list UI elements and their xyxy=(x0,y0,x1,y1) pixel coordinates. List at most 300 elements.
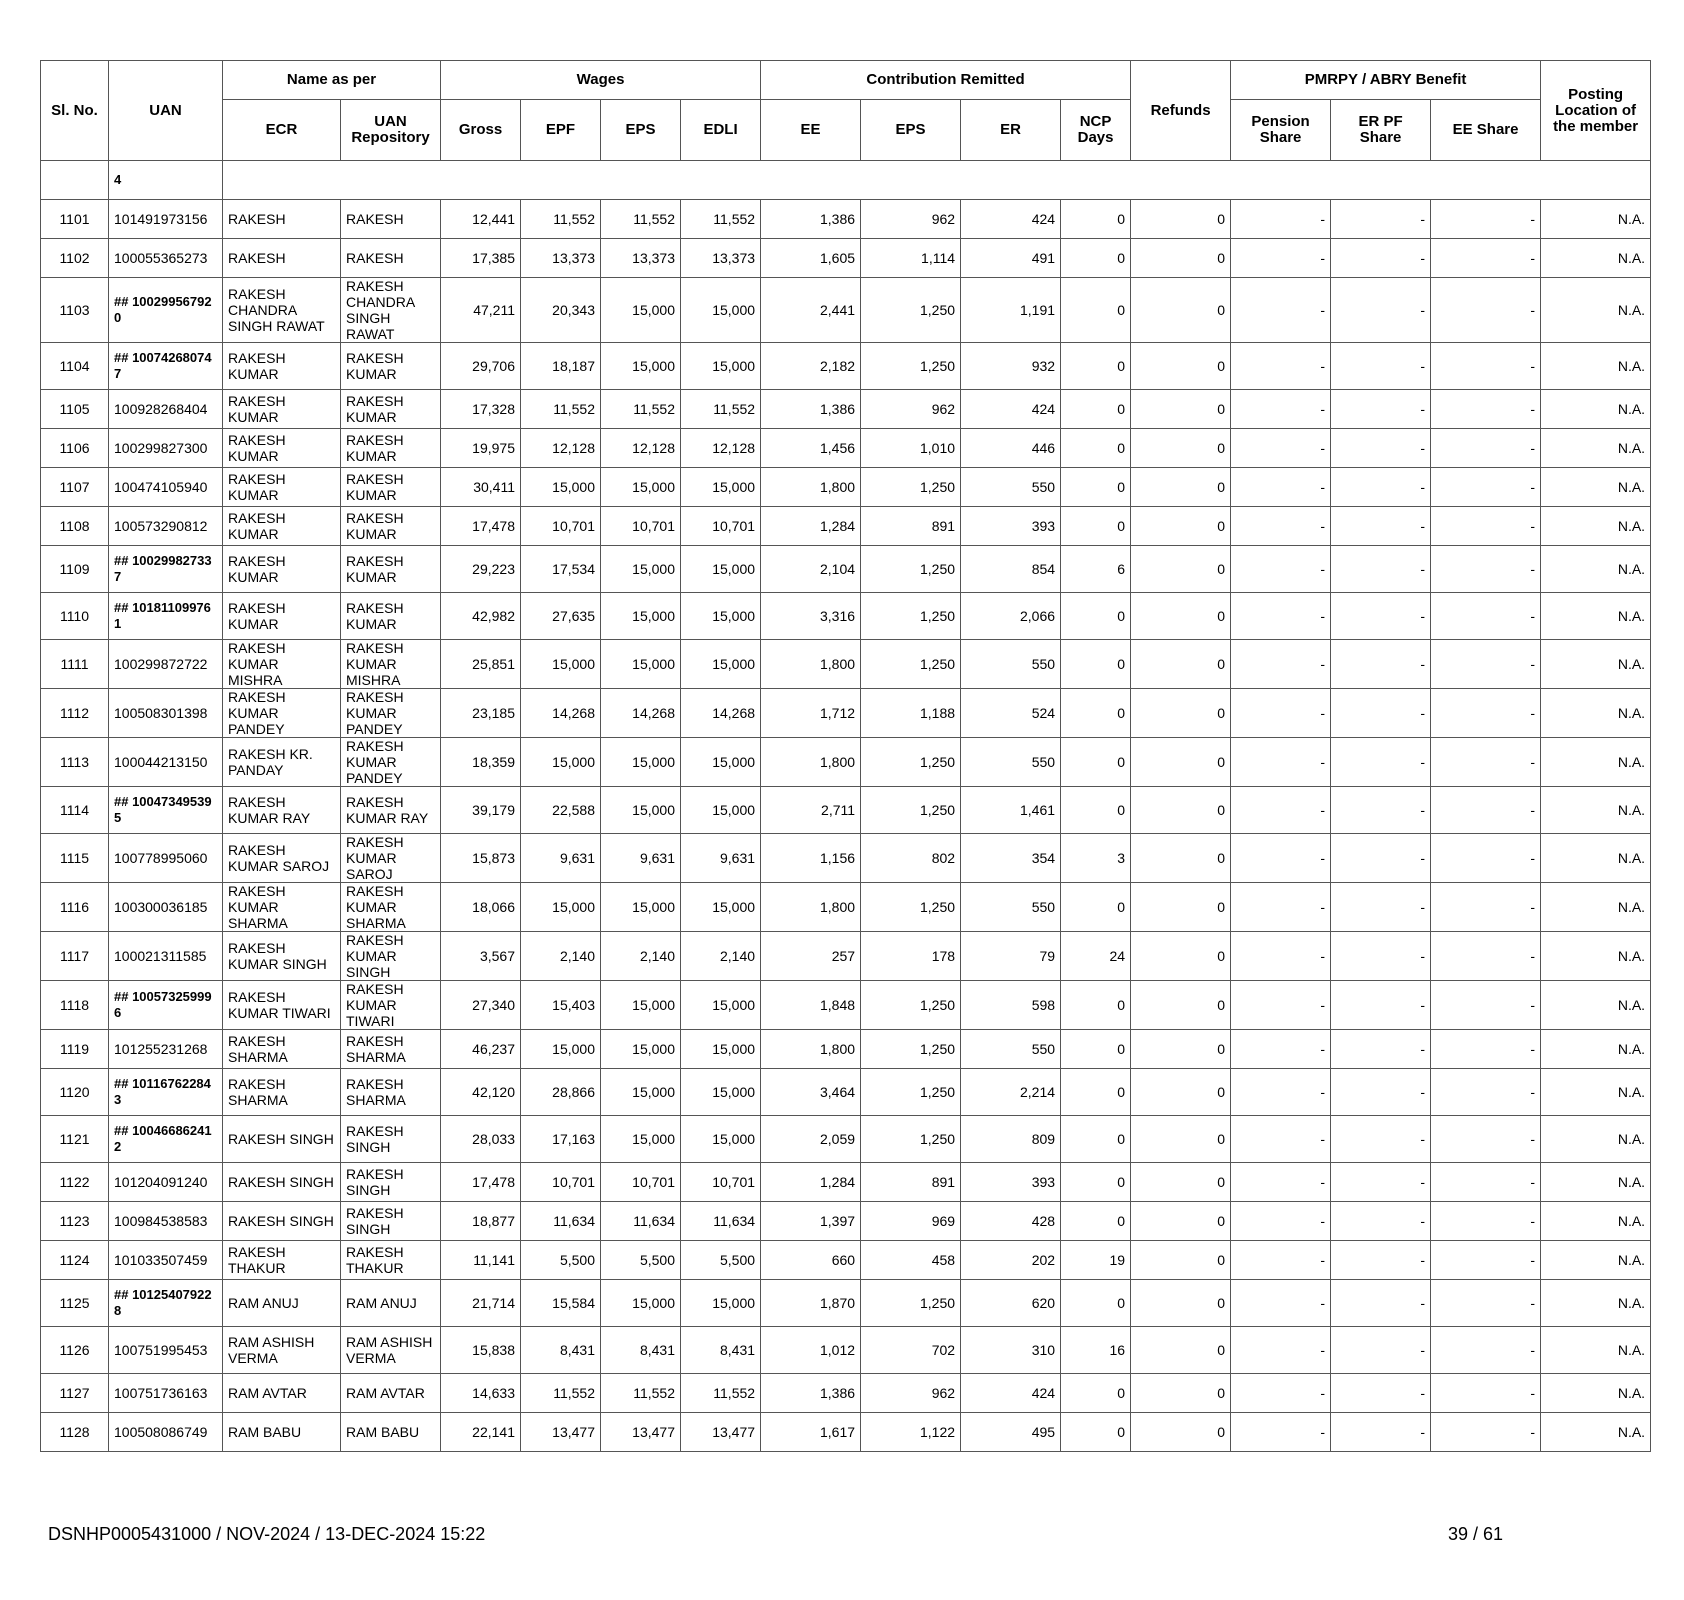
cell-posting-location: N.A. xyxy=(1541,468,1651,507)
table-row xyxy=(41,429,1651,468)
cell-posting-location: N.A. xyxy=(1541,1163,1651,1202)
cell-name-ecr: RAKESH SINGH xyxy=(223,1163,341,1202)
cell-refunds: 0 xyxy=(1131,1202,1231,1241)
cell-name-uan-repository: RAKESH KUMAR xyxy=(341,593,441,640)
cell-name-uan-repository: RAKESH KUMAR SAROJ xyxy=(341,834,441,883)
cell-sl-no: 1105 xyxy=(41,390,109,429)
cell-er-pf-share: - xyxy=(1331,1202,1431,1241)
table-row xyxy=(41,787,1651,834)
table-row xyxy=(41,834,1651,883)
cell-er: 550 xyxy=(961,738,1061,787)
cell-ncp-days: 0 xyxy=(1061,1116,1131,1163)
cell-er: 428 xyxy=(961,1202,1061,1241)
cell-name-ecr: RAM BABU xyxy=(223,1413,341,1452)
cell-ee-share: - xyxy=(1431,1069,1541,1116)
cell-ee-share: - xyxy=(1431,546,1541,593)
cell-gross: 23,185 xyxy=(441,689,521,738)
cell-pension-share: - xyxy=(1231,546,1331,593)
cell-edli: 15,000 xyxy=(681,343,761,390)
cell-gross: 21,714 xyxy=(441,1280,521,1327)
cell-refunds: 0 xyxy=(1131,200,1231,239)
cell-eps: 10,701 xyxy=(601,1163,681,1202)
cell-uan: 101255231268 xyxy=(109,1030,223,1069)
cell-er-pf-share: - xyxy=(1331,468,1431,507)
cell-sl-no: 1114 xyxy=(41,787,109,834)
cell-er: 491 xyxy=(961,239,1061,278)
cell-er-pf-share: - xyxy=(1331,390,1431,429)
cell-name-uan-repository: RAKESH SINGH xyxy=(341,1202,441,1241)
cell-gross: 42,120 xyxy=(441,1069,521,1116)
cell-edli: 11,552 xyxy=(681,1374,761,1413)
cell-refunds: 0 xyxy=(1131,1327,1231,1374)
cell-eps: 15,000 xyxy=(601,343,681,390)
cell-uan: ## 10125407922 8 xyxy=(109,1280,223,1327)
cell-er: 393 xyxy=(961,507,1061,546)
cell-ee: 1,848 xyxy=(761,981,861,1030)
cell-contrib-eps: 962 xyxy=(861,390,961,429)
cell-contrib-eps: 1,250 xyxy=(861,1116,961,1163)
cell-ee: 1,012 xyxy=(761,1327,861,1374)
cell-edli: 11,552 xyxy=(681,200,761,239)
cell-er-pf-share: - xyxy=(1331,546,1431,593)
cell-ncp-days: 0 xyxy=(1061,640,1131,689)
cell-er: 424 xyxy=(961,390,1061,429)
cell-eps: 11,552 xyxy=(601,1374,681,1413)
col-uan: UAN xyxy=(109,61,223,161)
cell-eps: 15,000 xyxy=(601,1030,681,1069)
cell-ncp-days: 0 xyxy=(1061,278,1131,343)
cell-eps: 15,000 xyxy=(601,546,681,593)
cell-edli: 10,701 xyxy=(681,1163,761,1202)
table-row xyxy=(41,343,1651,390)
cell-sl-no: 1112 xyxy=(41,689,109,738)
cell-name-uan-repository: RAKESH KUMAR xyxy=(341,429,441,468)
cell-ee-share: - xyxy=(1431,468,1541,507)
cell-uan: 100508301398 xyxy=(109,689,223,738)
cell-name-ecr: RAKESH KUMAR xyxy=(223,546,341,593)
col-contrib-eps: EPS xyxy=(861,100,961,161)
cell-name-uan-repository: RAM ASHISH VERMA xyxy=(341,1327,441,1374)
cell-eps: 15,000 xyxy=(601,981,681,1030)
cell-epf: 13,373 xyxy=(521,239,601,278)
table-row xyxy=(41,738,1651,787)
cell-name-ecr: RAKESH KUMAR RAY xyxy=(223,787,341,834)
cell-refunds: 0 xyxy=(1131,689,1231,738)
cell-sl-no: 1126 xyxy=(41,1327,109,1374)
cell-edli: 13,373 xyxy=(681,239,761,278)
cell-edli: 15,000 xyxy=(681,1280,761,1327)
cell-ee: 1,800 xyxy=(761,738,861,787)
cell-er: 1,191 xyxy=(961,278,1061,343)
cell-pension-share: - xyxy=(1231,1413,1331,1452)
cell-pension-share: - xyxy=(1231,1280,1331,1327)
cell-name-ecr: RAKESH SINGH xyxy=(223,1116,341,1163)
cell-epf: 10,701 xyxy=(521,507,601,546)
col-ee-share: EE Share xyxy=(1431,100,1541,161)
col-er-pf-share: ER PF Share xyxy=(1331,100,1431,161)
table-header xyxy=(41,61,1651,161)
cell-contrib-eps: 1,250 xyxy=(861,343,961,390)
cell-ee-share: - xyxy=(1431,239,1541,278)
cell-er-pf-share: - xyxy=(1331,278,1431,343)
cell-uan: ## 10057325999 6 xyxy=(109,981,223,1030)
cell-posting-location: N.A. xyxy=(1541,390,1651,429)
col-uan-repository: UAN Repository xyxy=(341,100,441,161)
cell-er-pf-share: - xyxy=(1331,1163,1431,1202)
cell-pension-share: - xyxy=(1231,390,1331,429)
cell-ee: 1,605 xyxy=(761,239,861,278)
cell-epf: 11,552 xyxy=(521,200,601,239)
cell-epf: 20,343 xyxy=(521,278,601,343)
cell-epf: 10,701 xyxy=(521,1163,601,1202)
cell-epf: 27,635 xyxy=(521,593,601,640)
cell-ee-share: - xyxy=(1431,834,1541,883)
cell-gross: 46,237 xyxy=(441,1030,521,1069)
col-refunds: Refunds xyxy=(1131,61,1231,161)
cell-contrib-eps: 1,250 xyxy=(861,593,961,640)
cell-ncp-days: 0 xyxy=(1061,390,1131,429)
cell-sl-no: 1110 xyxy=(41,593,109,640)
cell-gross: 42,982 xyxy=(441,593,521,640)
cell-er-pf-share: - xyxy=(1331,200,1431,239)
col-ecr: ECR xyxy=(223,100,341,161)
cell-eps: 14,268 xyxy=(601,689,681,738)
cell-posting-location: N.A. xyxy=(1541,200,1651,239)
cell-epf: 15,000 xyxy=(521,640,601,689)
cell-epf: 28,866 xyxy=(521,1069,601,1116)
cell-gross: 17,478 xyxy=(441,1163,521,1202)
cell-ee: 1,156 xyxy=(761,834,861,883)
col-group-contribution: Contribution Remitted xyxy=(761,61,1131,100)
group-label: 4 xyxy=(109,161,223,200)
cell-pension-share: - xyxy=(1231,689,1331,738)
cell-posting-location: N.A. xyxy=(1541,640,1651,689)
cell-name-uan-repository: RAKESH SHARMA xyxy=(341,1069,441,1116)
cell-er: 2,214 xyxy=(961,1069,1061,1116)
cell-gross: 17,478 xyxy=(441,507,521,546)
cell-contrib-eps: 1,188 xyxy=(861,689,961,738)
table-row xyxy=(41,390,1651,429)
col-epf: EPF xyxy=(521,100,601,161)
cell-refunds: 0 xyxy=(1131,1163,1231,1202)
cell-ncp-days: 0 xyxy=(1061,1163,1131,1202)
cell-er: 854 xyxy=(961,546,1061,593)
cell-sl-no: 1103 xyxy=(41,278,109,343)
cell-name-uan-repository: RAKESH SINGH xyxy=(341,1163,441,1202)
cell-gross: 22,141 xyxy=(441,1413,521,1452)
table-row xyxy=(41,981,1651,1030)
cell-epf: 15,403 xyxy=(521,981,601,1030)
cell-edli: 8,431 xyxy=(681,1327,761,1374)
cell-er: 809 xyxy=(961,1116,1061,1163)
col-edli: EDLI xyxy=(681,100,761,161)
cell-refunds: 0 xyxy=(1131,507,1231,546)
cell-name-ecr: RAM ASHISH VERMA xyxy=(223,1327,341,1374)
cell-uan: 100474105940 xyxy=(109,468,223,507)
cell-eps: 15,000 xyxy=(601,640,681,689)
cell-ee: 1,800 xyxy=(761,1030,861,1069)
cell-epf: 17,534 xyxy=(521,546,601,593)
cell-uan: 100751995453 xyxy=(109,1327,223,1374)
cell-er-pf-share: - xyxy=(1331,1327,1431,1374)
col-group-name-as-per: Name as per xyxy=(223,61,441,100)
cell-pension-share: - xyxy=(1231,640,1331,689)
cell-er-pf-share: - xyxy=(1331,343,1431,390)
cell-contrib-eps: 1,250 xyxy=(861,640,961,689)
table-body xyxy=(41,161,1651,1452)
cell-posting-location: N.A. xyxy=(1541,883,1651,932)
cell-uan: 100778995060 xyxy=(109,834,223,883)
cell-uan: 101204091240 xyxy=(109,1163,223,1202)
cell-gross: 27,340 xyxy=(441,981,521,1030)
cell-pension-share: - xyxy=(1231,834,1331,883)
cell-name-uan-repository: RAKESH xyxy=(341,200,441,239)
table-row xyxy=(41,1069,1651,1116)
cell-refunds: 0 xyxy=(1131,593,1231,640)
cell-pension-share: - xyxy=(1231,787,1331,834)
cell-name-uan-repository: RAKESH xyxy=(341,239,441,278)
cell-pension-share: - xyxy=(1231,593,1331,640)
cell-refunds: 0 xyxy=(1131,1069,1231,1116)
cell-refunds: 0 xyxy=(1131,932,1231,981)
cell-name-ecr: RAKESH SINGH xyxy=(223,1202,341,1241)
cell-sl-no: 1111 xyxy=(41,640,109,689)
cell-name-uan-repository: RAM BABU xyxy=(341,1413,441,1452)
cell-ncp-days: 0 xyxy=(1061,239,1131,278)
cell-edli: 15,000 xyxy=(681,1069,761,1116)
cell-contrib-eps: 1,250 xyxy=(861,1280,961,1327)
cell-gross: 30,411 xyxy=(441,468,521,507)
cell-er: 550 xyxy=(961,1030,1061,1069)
cell-edli: 15,000 xyxy=(681,278,761,343)
cell-posting-location: N.A. xyxy=(1541,278,1651,343)
col-gross: Gross xyxy=(441,100,521,161)
cell-ncp-days: 0 xyxy=(1061,1202,1131,1241)
cell-name-uan-repository: RAKESH KUMAR xyxy=(341,468,441,507)
cell-uan: 100055365273 xyxy=(109,239,223,278)
cell-eps: 15,000 xyxy=(601,468,681,507)
cell-er: 79 xyxy=(961,932,1061,981)
cell-posting-location: N.A. xyxy=(1541,1030,1651,1069)
cell-ee: 3,316 xyxy=(761,593,861,640)
cell-sl-no: 1117 xyxy=(41,932,109,981)
cell-ee: 1,617 xyxy=(761,1413,861,1452)
cell-uan: ## 10046686241 2 xyxy=(109,1116,223,1163)
cell-refunds: 0 xyxy=(1131,640,1231,689)
cell-posting-location: N.A. xyxy=(1541,429,1651,468)
cell-ee-share: - xyxy=(1431,200,1541,239)
cell-ee-share: - xyxy=(1431,1413,1541,1452)
cell-refunds: 0 xyxy=(1131,239,1231,278)
cell-name-uan-repository: RAKESH KUMAR MISHRA xyxy=(341,640,441,689)
cell-sl-no: 1115 xyxy=(41,834,109,883)
cell-er: 550 xyxy=(961,468,1061,507)
col-sl-no: Sl. No. xyxy=(41,61,109,161)
cell-er: 524 xyxy=(961,689,1061,738)
cell-eps: 12,128 xyxy=(601,429,681,468)
cell-name-ecr: RAKESH xyxy=(223,200,341,239)
cell-refunds: 0 xyxy=(1131,429,1231,468)
table-row xyxy=(41,1030,1651,1069)
cell-name-uan-repository: RAKESH KUMAR PANDEY xyxy=(341,738,441,787)
cell-gross: 17,385 xyxy=(441,239,521,278)
cell-epf: 8,431 xyxy=(521,1327,601,1374)
cell-er-pf-share: - xyxy=(1331,787,1431,834)
col-ee: EE xyxy=(761,100,861,161)
cell-epf: 18,187 xyxy=(521,343,601,390)
cell-edli: 14,268 xyxy=(681,689,761,738)
cell-sl-no: 1127 xyxy=(41,1374,109,1413)
cell-er-pf-share: - xyxy=(1331,640,1431,689)
cell-eps: 11,552 xyxy=(601,390,681,429)
cell-ee: 1,800 xyxy=(761,883,861,932)
table-row xyxy=(41,640,1651,689)
cell-ee-share: - xyxy=(1431,1280,1541,1327)
cell-gross: 11,141 xyxy=(441,1241,521,1280)
cell-sl-no: 1102 xyxy=(41,239,109,278)
cell-uan: 100299827300 xyxy=(109,429,223,468)
cell-name-uan-repository: RAM ANUJ xyxy=(341,1280,441,1327)
cell-refunds: 0 xyxy=(1131,1116,1231,1163)
cell-gross: 29,706 xyxy=(441,343,521,390)
cell-er-pf-share: - xyxy=(1331,429,1431,468)
cell-edli: 10,701 xyxy=(681,507,761,546)
cell-sl-no: 1106 xyxy=(41,429,109,468)
cell-posting-location: N.A. xyxy=(1541,1116,1651,1163)
cell-edli: 15,000 xyxy=(681,546,761,593)
cell-contrib-eps: 1,250 xyxy=(861,883,961,932)
cell-uan: 100299872722 xyxy=(109,640,223,689)
table-row xyxy=(41,1413,1651,1452)
cell-ee-share: - xyxy=(1431,932,1541,981)
cell-er-pf-share: - xyxy=(1331,1280,1431,1327)
cell-ee: 1,800 xyxy=(761,468,861,507)
cell-epf: 2,140 xyxy=(521,932,601,981)
cell-eps: 15,000 xyxy=(601,1280,681,1327)
cell-sl-no: 1109 xyxy=(41,546,109,593)
cell-ncp-days: 6 xyxy=(1061,546,1131,593)
cell-refunds: 0 xyxy=(1131,546,1231,593)
cell-posting-location: N.A. xyxy=(1541,1280,1651,1327)
cell-er: 202 xyxy=(961,1241,1061,1280)
table-row xyxy=(41,1116,1651,1163)
cell-er-pf-share: - xyxy=(1331,689,1431,738)
cell-edli: 15,000 xyxy=(681,640,761,689)
cell-ee: 1,284 xyxy=(761,1163,861,1202)
cell-uan: ## 10047349539 5 xyxy=(109,787,223,834)
cell-posting-location: N.A. xyxy=(1541,689,1651,738)
cell-er-pf-share: - xyxy=(1331,239,1431,278)
cell-refunds: 0 xyxy=(1131,1374,1231,1413)
cell-pension-share: - xyxy=(1231,1030,1331,1069)
cell-epf: 15,000 xyxy=(521,883,601,932)
cell-ee: 1,386 xyxy=(761,390,861,429)
cell-uan: ## 10029982733 7 xyxy=(109,546,223,593)
cell-name-ecr: RAKESH KUMAR SINGH xyxy=(223,932,341,981)
cell-contrib-eps: 1,250 xyxy=(861,738,961,787)
cell-er: 550 xyxy=(961,883,1061,932)
cell-ee: 1,456 xyxy=(761,429,861,468)
cell-ncp-days: 24 xyxy=(1061,932,1131,981)
cell-name-ecr: RAKESH KUMAR TIWARI xyxy=(223,981,341,1030)
cell-uan: 101491973156 xyxy=(109,200,223,239)
cell-uan: 100928268404 xyxy=(109,390,223,429)
cell-name-ecr: RAKESH KUMAR xyxy=(223,507,341,546)
cell-ee-share: - xyxy=(1431,1116,1541,1163)
cell-contrib-eps: 1,122 xyxy=(861,1413,961,1452)
cell-posting-location: N.A. xyxy=(1541,546,1651,593)
cell-pension-share: - xyxy=(1231,1374,1331,1413)
table-row xyxy=(41,883,1651,932)
cell-name-uan-repository: RAKESH KUMAR xyxy=(341,507,441,546)
cell-posting-location: N.A. xyxy=(1541,593,1651,640)
col-group-wages: Wages xyxy=(441,61,761,100)
cell-name-uan-repository: RAKESH KUMAR SINGH xyxy=(341,932,441,981)
cell-contrib-eps: 458 xyxy=(861,1241,961,1280)
cell-name-ecr: RAKESH KUMAR xyxy=(223,429,341,468)
cell-er: 550 xyxy=(961,640,1061,689)
cell-name-ecr: RAKESH SHARMA xyxy=(223,1069,341,1116)
cell-uan: 100508086749 xyxy=(109,1413,223,1452)
cell-contrib-eps: 1,250 xyxy=(861,546,961,593)
cell-er: 495 xyxy=(961,1413,1061,1452)
cell-edli: 15,000 xyxy=(681,1116,761,1163)
cell-edli: 15,000 xyxy=(681,593,761,640)
cell-posting-location: N.A. xyxy=(1541,738,1651,787)
cell-name-ecr: RAKESH SHARMA xyxy=(223,1030,341,1069)
ecr-member-table xyxy=(40,60,1651,1452)
cell-name-ecr: RAKESH KUMAR xyxy=(223,593,341,640)
cell-sl-no: 1122 xyxy=(41,1163,109,1202)
cell-gross: 18,066 xyxy=(441,883,521,932)
cell-er-pf-share: - xyxy=(1331,883,1431,932)
cell-name-uan-repository: RAKESH KUMAR xyxy=(341,390,441,429)
cell-er-pf-share: - xyxy=(1331,1116,1431,1163)
cell-contrib-eps: 891 xyxy=(861,507,961,546)
cell-refunds: 0 xyxy=(1131,787,1231,834)
cell-ncp-days: 0 xyxy=(1061,593,1131,640)
cell-contrib-eps: 1,250 xyxy=(861,1069,961,1116)
table-row xyxy=(41,200,1651,239)
cell-edli: 15,000 xyxy=(681,883,761,932)
cell-contrib-eps: 1,250 xyxy=(861,1030,961,1069)
cell-edli: 15,000 xyxy=(681,787,761,834)
col-er: ER xyxy=(961,100,1061,161)
cell-ee-share: - xyxy=(1431,343,1541,390)
cell-uan: ## 10116762284 3 xyxy=(109,1069,223,1116)
cell-epf: 12,128 xyxy=(521,429,601,468)
cell-ee: 660 xyxy=(761,1241,861,1280)
cell-sl-no: 1123 xyxy=(41,1202,109,1241)
cell-name-ecr: RAKESH KR. PANDAY xyxy=(223,738,341,787)
cell-eps: 5,500 xyxy=(601,1241,681,1280)
cell-ee-share: - xyxy=(1431,390,1541,429)
cell-pension-share: - xyxy=(1231,932,1331,981)
cell-posting-location: N.A. xyxy=(1541,507,1651,546)
table-row xyxy=(41,1280,1651,1327)
cell-gross: 25,851 xyxy=(441,640,521,689)
cell-ee: 2,059 xyxy=(761,1116,861,1163)
cell-pension-share: - xyxy=(1231,1116,1331,1163)
cell-epf: 14,268 xyxy=(521,689,601,738)
cell-name-uan-repository: RAKESH KUMAR PANDEY xyxy=(341,689,441,738)
cell-posting-location: N.A. xyxy=(1541,343,1651,390)
cell-name-ecr: RAKESH THAKUR xyxy=(223,1241,341,1280)
cell-ee-share: - xyxy=(1431,1030,1541,1069)
cell-pension-share: - xyxy=(1231,738,1331,787)
cell-name-uan-repository: RAM AVTAR xyxy=(341,1374,441,1413)
cell-eps: 15,000 xyxy=(601,787,681,834)
